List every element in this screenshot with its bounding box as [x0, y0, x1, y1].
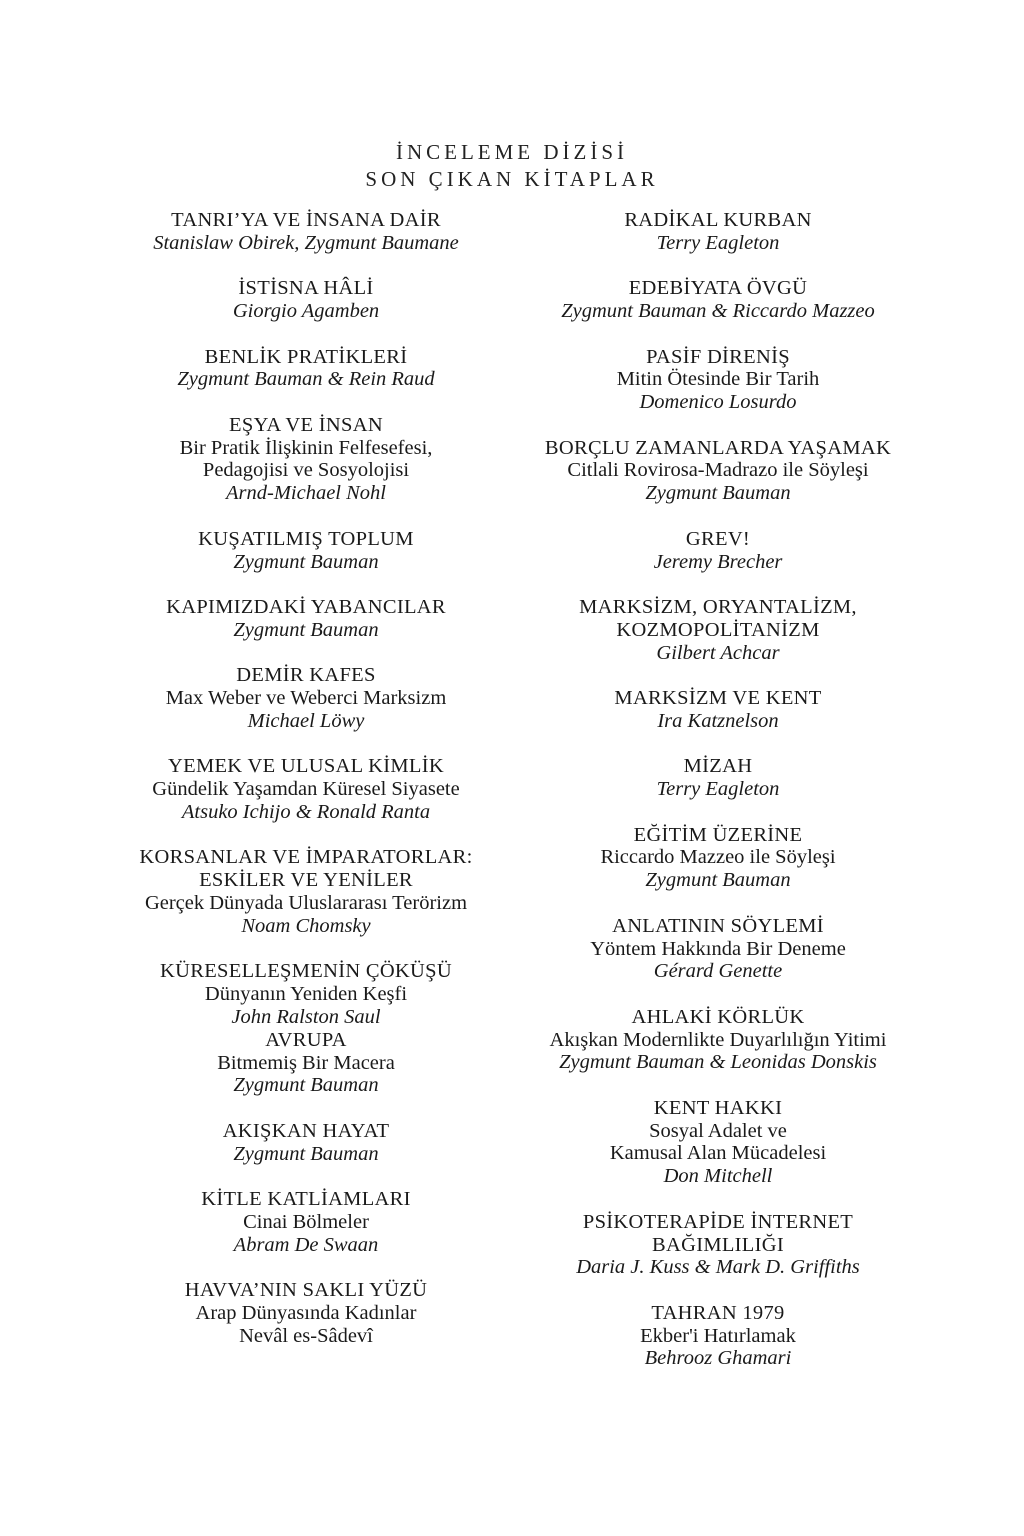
book-author: Daria J. Kuss & Mark D. Griffiths [576, 1256, 860, 1279]
book-title: KİTLE KATLİAMLARI [201, 1188, 411, 1211]
book-entry [508, 1097, 928, 1188]
book-title: İSTİSNA HÂLİ [238, 277, 374, 300]
book-title: BENLİK PRATİKLERİ [204, 345, 408, 368]
book-subtitle: Mitin Ötesinde Bir Tarih [616, 368, 820, 391]
book-subtitle: Nevâl es-Sâdevî [239, 1324, 373, 1347]
book-author: Zygmunt Bauman [233, 1142, 379, 1165]
book-title: AKIŞKAN HAYAT [222, 1119, 390, 1142]
book-entry [508, 915, 928, 983]
book-title: MARKSİZM, ORYANTALİZM, [579, 596, 857, 618]
book-title: EĞİTİM ÜZERİNE [633, 823, 803, 846]
book-entry [96, 414, 516, 505]
book-title: KORSANLAR VE İMPARATORLAR: [139, 846, 473, 869]
book-author: Zygmunt Bauman & Leonidas Donskis [559, 1051, 877, 1074]
book-author: Don Mitchell [663, 1165, 773, 1188]
book-entry [96, 755, 516, 823]
series-heading: İNCELEME DİZİSİ [395, 140, 629, 164]
book-entry [96, 1120, 516, 1166]
book-author: Terry Eagleton [656, 778, 780, 801]
book-title: EDEBİYATA ÖVGÜ [628, 277, 808, 300]
book-subtitle: Sosyal Adalet ve [649, 1119, 787, 1142]
book-entry [96, 596, 516, 642]
book-title: ANLATININ SÖYLEMİ [612, 914, 824, 937]
book-entry [96, 1279, 516, 1347]
book-author: Stanislaw Obirek, Zygmunt Baumane [153, 231, 459, 254]
book-title: HAVVA’NIN SAKLI YÜZÜ [184, 1279, 428, 1302]
book-entry [96, 528, 516, 574]
book-subtitle: Dünyanın Yeniden Keşfi [204, 983, 408, 1006]
book-author: Arnd-Michael Nohl [226, 482, 386, 505]
book-subtitle: Bir Pratik İlişkinin Felfesefesi, [179, 436, 433, 459]
book-title: YEMEK VE ULUSAL KİMLİK [168, 755, 444, 778]
book-author: Gérard Genette [653, 960, 783, 983]
book-author: Gilbert Achcar [656, 641, 780, 664]
book-title: DEMİR KAFES [236, 664, 376, 687]
book-author: Abram De Swaan [233, 1233, 379, 1256]
book-title: KÜRESELLEŞMENİN ÇÖKÜŞÜ [160, 960, 452, 983]
recent-books-heading: SON ÇIKAN KİTAPLAR [365, 167, 659, 191]
book-entry [96, 346, 516, 392]
book-entry [508, 528, 928, 574]
book-title: TAHRAN 1979 [651, 1301, 785, 1324]
book-subtitle: Pedagojisi ve Sosyolojisi [202, 459, 410, 482]
book-title: ESKİLER VE YENİLER [199, 869, 413, 892]
book-author: Giorgio Agamben [232, 300, 380, 323]
book-entry [508, 687, 928, 733]
book-subtitle: Akışkan Modernlikte Duyarlılığın Yitimi [549, 1028, 887, 1051]
book-title: MİZAH [683, 755, 753, 778]
book-entry [96, 846, 516, 937]
book-title: AHLAKİ KÖRLÜK [631, 1005, 805, 1028]
book-entry [508, 1211, 928, 1279]
book-author: Terry Eagleton [656, 231, 780, 254]
book-title: TANRI’YA VE İNSANA DAİR [171, 209, 441, 231]
book-author: Zygmunt Bauman [233, 618, 379, 641]
book-author: Ira Katznelson [657, 709, 779, 732]
book-author: Zygmunt Bauman [645, 482, 791, 505]
book-entry [96, 277, 516, 323]
book-subtitle: Cinai Bölmeler [243, 1210, 369, 1233]
left-book-column [96, 209, 516, 1370]
book-author: Zygmunt Bauman [233, 550, 379, 573]
book-title: GREV! [685, 527, 751, 550]
book-author: John Ralston Saul [231, 1005, 381, 1028]
book-author: Jeremy Brecher [653, 550, 783, 573]
book-title: PASİF DİRENİŞ [646, 345, 790, 368]
book-title: MARKSİZM VE KENT [614, 687, 822, 710]
book-entry [508, 346, 928, 414]
book-author: Zygmunt Bauman [233, 1074, 379, 1097]
book-subtitle: Gerçek Dünyada Uluslararası Terörizm [144, 892, 468, 915]
book-author: Zygmunt Bauman & Riccardo Mazzeo [561, 300, 875, 323]
book-entry [508, 596, 928, 664]
book-title: PSİKOTERAPİDE İNTERNET [582, 1210, 854, 1233]
book-subtitle: Yöntem Hakkında Bir Deneme [590, 937, 846, 960]
book-subtitle: Gündelik Yaşamdan Küresel Siyasete [152, 778, 460, 801]
book-title: EŞYA VE İNSAN [229, 413, 383, 436]
book-entry [508, 755, 928, 801]
book-title: AVRUPA [265, 1028, 347, 1051]
book-entry [96, 1188, 516, 1256]
book-subtitle: Bitmemiş Bir Macera [217, 1051, 395, 1074]
book-entry [508, 437, 928, 505]
book-author: Atsuko Ichijo & Ronald Ranta [181, 800, 431, 823]
book-author: Domenico Losurdo [639, 391, 797, 414]
book-author: Zygmunt Bauman [645, 869, 791, 892]
book-subtitle: Arap Dünyasında Kadınlar [195, 1301, 417, 1324]
book-entry [508, 1302, 928, 1370]
book-title: BAĞIMLILIĞI [652, 1233, 784, 1256]
book-title: KUŞATILMIŞ TOPLUM [198, 527, 414, 550]
book-title: RADİKAL KURBAN [624, 209, 812, 231]
book-title: KENT HAKKI [653, 1096, 783, 1119]
book-title: KOZMOPOLİTANİZM [616, 618, 820, 641]
book-entry [508, 824, 928, 892]
book-entry [508, 209, 928, 255]
book-subtitle: Riccardo Mazzeo ile Söyleşi [600, 846, 836, 869]
book-author: Michael Löwy [247, 709, 365, 732]
book-author: Zygmunt Bauman & Rein Raud [177, 368, 435, 391]
book-entry [96, 960, 516, 1097]
book-subtitle: Kamusal Alan Mücadelesi [609, 1142, 827, 1165]
book-title: KAPIMIZDAKİ YABANCILAR [166, 596, 446, 618]
book-entry [96, 664, 516, 732]
book-author: Behrooz Ghamari [644, 1347, 792, 1370]
book-entry [508, 1006, 928, 1074]
book-subtitle: Ekber'i Hatırlamak [640, 1324, 796, 1347]
book-subtitle: Max Weber ve Weberci Marksizm [165, 687, 447, 710]
book-entry [96, 209, 516, 255]
book-subtitle: Citlali Rovirosa-Madrazo ile Söyleşi [567, 459, 869, 482]
book-entry [508, 277, 928, 323]
book-author: Noam Chomsky [241, 914, 371, 937]
right-book-column [508, 209, 928, 1393]
book-title: BORÇLU ZAMANLARDA YAŞAMAK [544, 436, 892, 459]
